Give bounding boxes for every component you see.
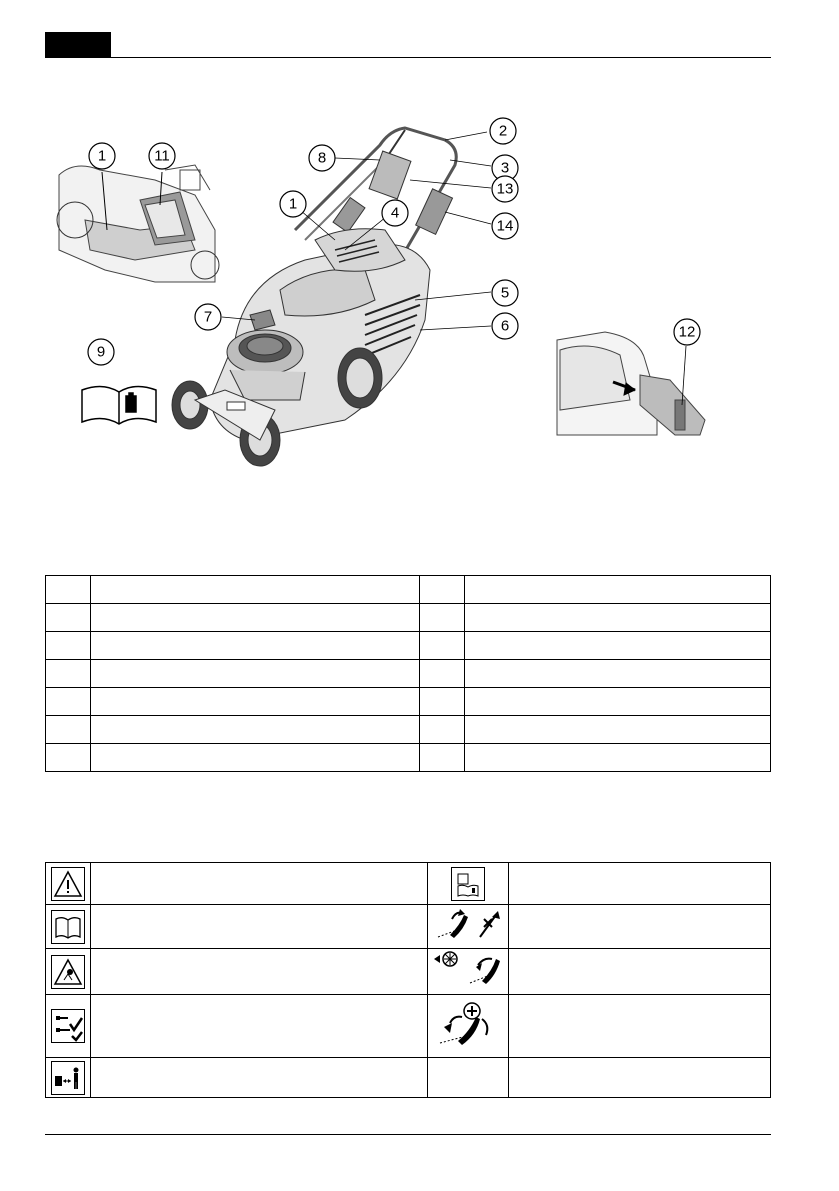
callout-2 bbox=[490, 118, 516, 144]
bystander-distance-icon bbox=[51, 1061, 85, 1095]
callout-7 bbox=[195, 304, 221, 330]
callout-9 bbox=[88, 339, 114, 365]
svg-text:1: 1 bbox=[97, 147, 107, 165]
blade-brake-icon bbox=[430, 999, 506, 1049]
callout-13 bbox=[492, 176, 518, 202]
table-row bbox=[46, 604, 771, 632]
symbols-table bbox=[45, 862, 771, 1098]
svg-text:11: 11 bbox=[154, 147, 170, 165]
svg-text:3: 3 bbox=[500, 159, 510, 177]
svg-text:6: 6 bbox=[500, 317, 510, 335]
svg-text:5: 5 bbox=[500, 284, 510, 302]
callout-14 bbox=[492, 213, 518, 239]
table-row bbox=[46, 660, 771, 688]
svg-text:13: 13 bbox=[496, 180, 514, 198]
manual-book-icon bbox=[51, 910, 85, 944]
table-row bbox=[46, 995, 771, 1058]
warning-triangle-icon bbox=[51, 867, 85, 901]
callout-1-main bbox=[280, 191, 306, 217]
callout-11 bbox=[149, 143, 175, 169]
parts-table bbox=[45, 575, 771, 772]
disconnect-spark-plug-icon bbox=[51, 1009, 85, 1043]
mower-illustration bbox=[45, 100, 771, 480]
table-row bbox=[46, 863, 771, 905]
table-row bbox=[46, 688, 771, 716]
table-row bbox=[46, 632, 771, 660]
mulching-plug-inset bbox=[557, 332, 705, 435]
table-row bbox=[46, 716, 771, 744]
callout-8 bbox=[309, 145, 335, 171]
throttle-start-stop-icon bbox=[430, 905, 506, 943]
header-rule bbox=[45, 57, 771, 58]
thrown-objects-warning-icon bbox=[51, 955, 85, 989]
svg-text:1: 1 bbox=[288, 195, 298, 213]
svg-text:9: 9 bbox=[96, 343, 106, 361]
callout-12 bbox=[674, 319, 700, 345]
callout-4 bbox=[382, 200, 408, 226]
read-manual-before-service-icon bbox=[451, 867, 485, 901]
svg-text:8: 8 bbox=[317, 149, 327, 167]
callout-1-left bbox=[89, 143, 115, 169]
table-row bbox=[46, 905, 771, 949]
table-row bbox=[46, 1058, 771, 1098]
manual-symbol-9 bbox=[82, 386, 156, 424]
svg-text:4: 4 bbox=[390, 204, 400, 222]
table-row bbox=[46, 949, 771, 995]
table-row bbox=[46, 744, 771, 772]
callout-6 bbox=[492, 313, 518, 339]
choke-engine-icon bbox=[430, 949, 506, 989]
footer-rule bbox=[45, 1134, 771, 1135]
svg-text:2: 2 bbox=[498, 122, 508, 140]
grass-bag-inset bbox=[57, 165, 219, 282]
svg-text:12: 12 bbox=[678, 323, 696, 341]
svg-text:14: 14 bbox=[496, 217, 514, 235]
callout-5 bbox=[492, 280, 518, 306]
lawn-mower-drawing bbox=[172, 128, 456, 466]
header-tab bbox=[45, 32, 111, 57]
table-row bbox=[46, 576, 771, 604]
svg-text:7: 7 bbox=[203, 308, 213, 326]
